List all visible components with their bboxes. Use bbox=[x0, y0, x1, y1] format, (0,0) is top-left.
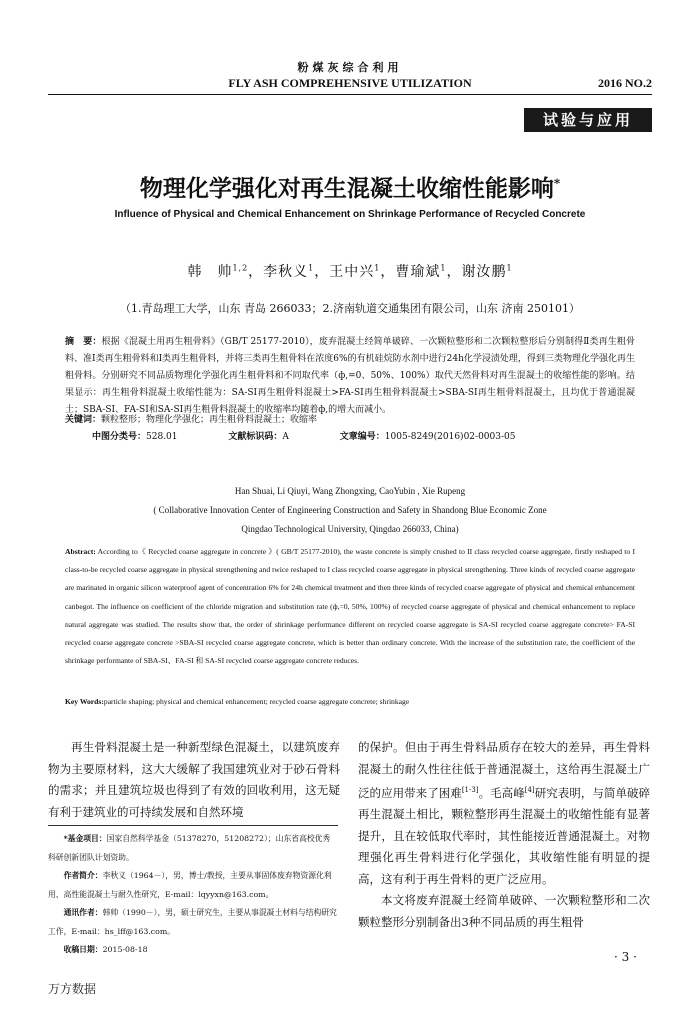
title-footnote-mark: * bbox=[553, 176, 561, 191]
clc-code bbox=[92, 432, 202, 442]
header-rule bbox=[48, 94, 652, 95]
article-number bbox=[340, 432, 540, 442]
abstract-en-text: According to《 Recycled coarse aggregate in concrete 》( GB/T 25177-2010), the waste concrete is simply crushed to II class recycled coarse aggregate, firstly reshaped to I class-to-be recycled coarse aggregate in physical strengthening and twice reshaped to I class recycled coarse aggregate in physical strengthening. Three kinds of recycled coarse aggregate are marinated in organic silicon waterproof agent of concentration 6% for 24h chemical treatment and then three kinds of recycled coarse aggregate of physical and chemical enhancement canbegot. The influence on coefficient of the chloride migration and substitution rate (ф,=0, 50%, 100%) of recycled coarse aggregate of physical and chemical enhancement to replace natural aggregate was studied. The results show that, the order of shrinkage performance different on recycled coarse aggregate is SA-SI recycled coarse aggregate concrete> FA-SI recycled coarse aggregate concrete >SBA-SI recycled coarse aggregate concrete, which is better than ordinary concrete. With the increase of the substitution rate, the coefficient of the shrinkage performante of SBA-SI、FA-SI 和 SA-SI recycled coarse aggregate concrete reduces. bbox=[65, 547, 635, 666]
footnote-date bbox=[48, 941, 338, 960]
keywords-cn-text: 颗粒整形；物理化学强化；再生粗骨料混凝土；收缩率 bbox=[101, 415, 318, 425]
footnote-corresponding bbox=[48, 904, 338, 941]
author-affil-sup: 1 bbox=[308, 263, 315, 273]
keywords-cn-label: 关键词： bbox=[65, 415, 102, 425]
doc-code-label: 文献标识码： bbox=[228, 432, 283, 442]
doc-code-value: A bbox=[282, 432, 289, 442]
body-text: 研究表明，与简单破碎再生混凝土相比，颗粒整形再生混凝土的收缩性能有显著提升，且在较低取代率时，其性能接近普通混凝土。对物理强化再生骨料进行化学强化，其收缩性能有明显的提高，这有利于再生骨料的更广泛应用。 bbox=[358, 785, 651, 886]
section-label: 试验与应用 bbox=[524, 108, 652, 132]
page-number: · 3 · bbox=[614, 950, 637, 964]
classification-row bbox=[92, 429, 563, 442]
clc-label: 中图分类号： bbox=[92, 432, 147, 442]
citation-ref[interactable]: [1-3] bbox=[461, 786, 479, 794]
keywords-en-label: Key Words: bbox=[65, 697, 104, 706]
body-column-left bbox=[48, 737, 340, 823]
body-paragraph: 再生骨料混凝土是一种新型绿色混凝土，以建筑废弃物为主要原材料，这大大缓解了我国建筑业对于砂石骨料的需求；并且建筑垃圾也得到了有效的回收利用，这无疑有利于建筑业的可持续发展和自然环境 bbox=[48, 740, 340, 819]
body-paragraph: 本文将废弃混凝土经简单破碎、一次颗粒整形和二次颗粒整形分别制备出3种不同品质的再生粗骨 bbox=[358, 893, 650, 929]
author-name: 曹瑜斌 bbox=[395, 264, 441, 280]
footnote-fund-label: *基金项目： bbox=[63, 834, 107, 843]
document-code bbox=[228, 432, 313, 442]
affiliation-en-line2: Qingdao Technological University, Qingdao 266033, China) bbox=[241, 524, 459, 534]
author-separator: ， bbox=[248, 264, 264, 280]
footnote-fund-text: 国家自然科学基金（51378270，51208272）；山东省高校优秀科研创新团队计划资助。 bbox=[48, 834, 331, 862]
keywords-cn bbox=[65, 412, 635, 429]
affiliation-cn: （1.青岛理工大学，山东 青岛 266033；2.济南轨道交通集团有限公司，山东 济南 250101） bbox=[120, 302, 580, 315]
footnote-rule bbox=[48, 825, 338, 826]
author-name: 韩 帅 bbox=[187, 264, 233, 280]
body-text: 。毛高峰 bbox=[478, 785, 525, 800]
body-paragraph bbox=[358, 737, 650, 890]
abstract-cn-text: 根据《混凝土用再生粗骨料》（GB/T 25177-2010），废弃混凝土经简单破碎、一次颗粒整形和二次颗粒整形后分别制得Ⅱ类再生粗骨料、准Ⅰ类再生粗骨料和Ⅰ类再生粗骨料，并将三类再生粗骨料在浓度6%的有机硅烷防水剂中进行24h化学浸渍处理，得到三类物理化学强化再生粗骨料。分别研究不同品质物理化学强化再生粗骨料和不同取代率（ф,=0、50%、100%）取代天然骨料对再生混凝土的收缩性能的影响。结果显示：再生粗骨料混凝土收缩性能为：SA-SI再生粗骨料混凝土>FA-SI再生粗骨料混凝土>SBA-SI再生粗骨料混凝土，且均优于普通混凝土；SBA-SI、FA-SI和SA-SI再生粗骨料混凝土的收缩率均随着ф,的增大而减小。 bbox=[65, 337, 635, 415]
body-text: 的保护。但由于再生骨料品质存在较大的差异，再生骨料混凝土的耐久性往往低于普通混凝土，这给再生混凝土广泛的应用带来了困难 bbox=[358, 740, 650, 800]
keywords-en-text: particle shaping; physical and chemical enhancement; recycled coarse aggregate concrete; shrinkage bbox=[103, 697, 410, 706]
journal-issue: 2016 NO.2 bbox=[598, 76, 652, 90]
author-affil-sup: 1 bbox=[506, 263, 513, 273]
author-separator: ， bbox=[314, 264, 330, 280]
footnotes bbox=[48, 830, 338, 960]
author-name: 谢汝鹏 bbox=[461, 264, 507, 280]
author-name: 王中兴 bbox=[329, 264, 375, 280]
abstract-cn bbox=[65, 334, 635, 419]
title-cn-text: 物理化学强化对再生混凝土收缩性能影响 bbox=[139, 175, 554, 202]
watermark: 万方数据 bbox=[48, 982, 97, 996]
footnote-corr-text: 韩帅（1990－），男，硕士研究生，主要从事混凝土材料与结构研究工作，E-mail：hs_lff@163.com。 bbox=[48, 908, 337, 936]
footnote-author-text: 李秋义（1964－），男，博士/教授，主要从事固体废弃物资源化利用、高性能混凝土与耐久性研究，E-mail：lqyyxn@163.com。 bbox=[48, 871, 332, 899]
authors-en: Han Shuai, Li Qiuyi, Wang Zhongxing, CaoYubin , Xie Rupeng bbox=[234, 486, 466, 496]
citation-ref[interactable]: [4] bbox=[524, 786, 535, 794]
affiliation-en-line1: ( Collaborative Innovation Center of Engineering Construction and Safety in Shandong Blue Economic Zone bbox=[153, 505, 547, 515]
author-affil-sup: 1 bbox=[374, 263, 381, 273]
abstract-en-label: Abstract: bbox=[65, 547, 96, 556]
authors-cn bbox=[0, 261, 700, 281]
footnote-date-label: 收稿日期： bbox=[63, 945, 103, 954]
body-column-right bbox=[358, 737, 650, 933]
footnote-corr-label: 通讯作者： bbox=[63, 908, 103, 917]
footnote-date-text: 2015-08-18 bbox=[102, 945, 148, 954]
clc-value: 528.01 bbox=[146, 432, 178, 442]
journal-name-cn: 粉煤灰综合利用 bbox=[297, 61, 403, 74]
journal-name-en: FLY ASH COMPREHENSIVE UTILIZATION bbox=[228, 76, 472, 90]
author-separator: ， bbox=[380, 264, 396, 280]
article-no-value: 1005-8249(2016)02-0003-05 bbox=[384, 432, 516, 442]
abstract-en bbox=[65, 543, 635, 670]
footnote-fund bbox=[48, 830, 338, 867]
keywords-en bbox=[65, 697, 635, 706]
abstract-cn-label: 摘 要： bbox=[65, 337, 102, 347]
author-affil-sup: 1,2 bbox=[232, 263, 249, 273]
article-no-label: 文章编号： bbox=[339, 432, 385, 442]
title-cn bbox=[0, 170, 700, 203]
title-en: Influence of Physical and Chemical Enhancement on Shrinkage Performance of Recycled Concrete bbox=[114, 209, 586, 220]
author-affil-sup: 1 bbox=[440, 263, 447, 273]
footnote-author bbox=[48, 867, 338, 904]
author-name: 李秋义 bbox=[263, 264, 309, 280]
author-separator: ， bbox=[446, 264, 462, 280]
footnote-author-label: 作者简介： bbox=[63, 871, 103, 880]
